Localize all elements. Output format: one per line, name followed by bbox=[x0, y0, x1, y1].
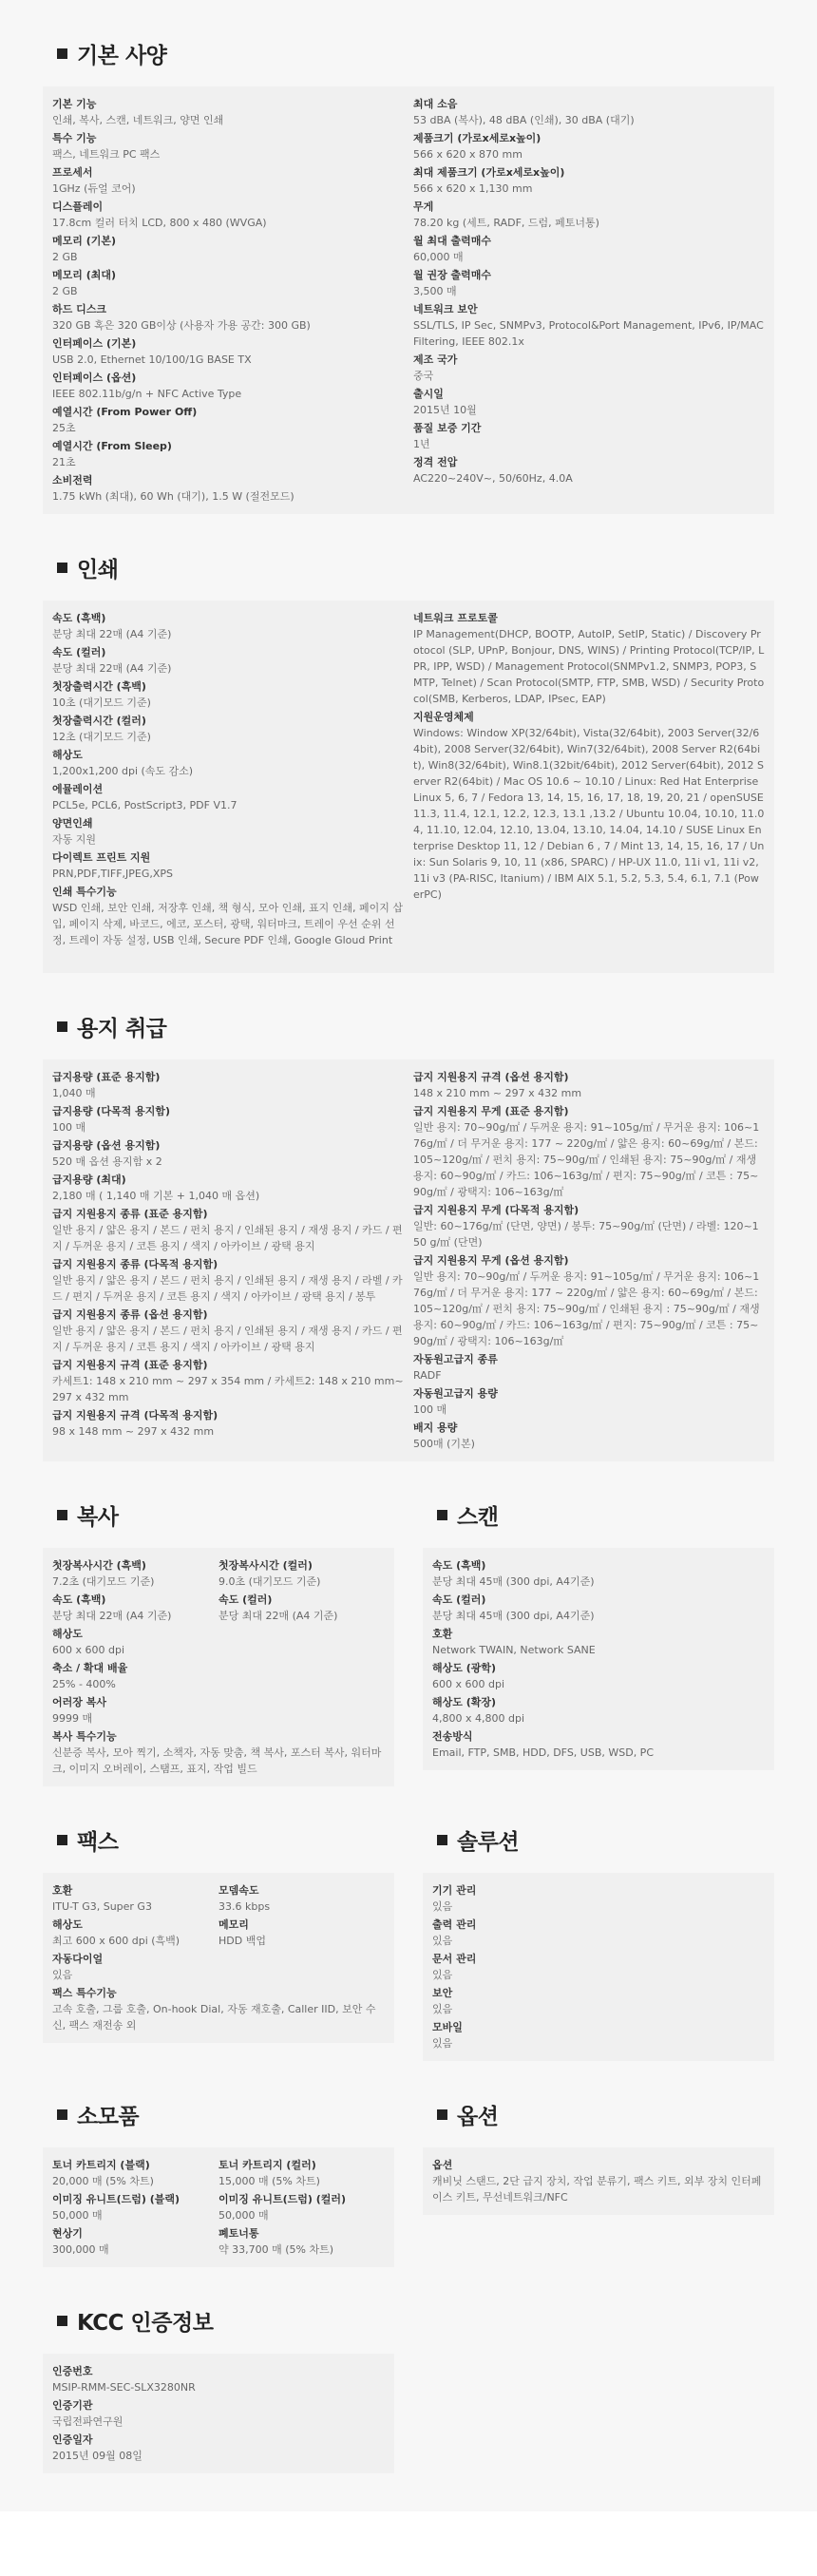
spec-value: 1.75 kWh (최대), 60 Wh (대기), 1.5 W (절전모드) bbox=[52, 490, 294, 503]
spec-column-left bbox=[52, 1067, 404, 1452]
square-bullet-icon bbox=[437, 1510, 447, 1520]
spec-label: 급지용량 (표준 용지함) bbox=[52, 1071, 161, 1083]
spec-value: 2015년 09월 08일 bbox=[52, 2450, 142, 2462]
spec-value: 있음 bbox=[432, 2003, 453, 2015]
spec-label: 이미징 유니트(드럼) (블랙) bbox=[52, 2193, 180, 2205]
spec-value: AC220~240V~, 50/60Hz, 4.0A bbox=[413, 472, 573, 485]
spec-label: 토너 카트리지 (블랙) bbox=[52, 2159, 150, 2171]
spec-value: RADF bbox=[413, 1369, 442, 1382]
spec-value: 9999 매 bbox=[52, 1712, 93, 1725]
spec-list bbox=[52, 1951, 385, 2033]
spec-value: USB 2.0, Ethernet 10/100/1G BASE TX bbox=[52, 353, 252, 366]
spec-value: 캐비닛 스탠드, 2단 급지 장치, 작업 분류기, 팩스 키트, 외부 장치 인터페이스 키트, 무선네트워크/NFC bbox=[432, 2175, 762, 2204]
spec-column-left bbox=[52, 608, 404, 948]
spec-value: 9.0초 (대기모드 기준) bbox=[218, 1575, 321, 1588]
row-fax-solution bbox=[43, 1824, 774, 2061]
spec-pair-cell bbox=[52, 1555, 218, 1590]
spec-label: 네트워크 프로토콜 bbox=[413, 612, 498, 624]
spec-column-right bbox=[413, 94, 765, 505]
spec-label: 속도 (컬러) bbox=[432, 1593, 486, 1606]
section-supplies bbox=[43, 2099, 394, 2267]
spec-value: 일반 용지: 70~90g/㎡ / 두꺼운 용지: 91~105g/㎡ / 무거운 용지: 106~176g/㎡ / 더 무거운 용지: 177 ~ 220g/㎡ / 얇은 용지: 60~69g/㎡ / 본드: 105~120g/㎡ / 펀치 용지: 75~90g/㎡ / 인쇄된 용지 : 75~90g/㎡ / 재생 용지: 60~90g/㎡ / 카드: 106~163g/㎡ / 편지: 75~90g/㎡ / 코튼 : 75~90g/㎡ / 광택지: 106~163g/㎡ bbox=[413, 1270, 760, 1347]
spec-value: 일반: 60~176g/㎡ (단면, 양면) / 봉투: 75~90g/㎡ (단면) / 라벨: 120~150 g/㎡ (단면) bbox=[413, 1220, 759, 1249]
spec-label: 복사 특수기능 bbox=[52, 1730, 117, 1743]
spec-label: 인터페이스 (옵션) bbox=[52, 372, 137, 384]
spec-value: 있음 bbox=[432, 2037, 453, 2050]
section-title-paper: 용지 취급 bbox=[57, 1011, 774, 1042]
section-title-kcc: KCC 인증정보 bbox=[57, 2305, 394, 2337]
spec-list bbox=[52, 2363, 385, 2464]
spec-label: 기본 기능 bbox=[52, 98, 97, 110]
spec-label: 소비전력 bbox=[52, 474, 93, 487]
square-bullet-icon bbox=[57, 2109, 67, 2120]
spec-label: 호환 bbox=[52, 1884, 73, 1897]
spec-value: 15,000 매 (5% 차트) bbox=[218, 2175, 320, 2187]
spec-pair-cell bbox=[52, 2189, 218, 2223]
spec-value: 2015년 10월 bbox=[413, 404, 477, 416]
spec-label: 디스플레이 bbox=[52, 200, 104, 213]
spec-value: 분당 최대 22매 (A4 기준) bbox=[52, 1610, 172, 1622]
spec-label: 예열시간 (From Power Off) bbox=[52, 406, 198, 418]
spec-label: 해상도 bbox=[52, 1628, 83, 1640]
spec-list bbox=[432, 2157, 765, 2205]
spec-label: 속도 (흑백) bbox=[432, 1559, 486, 1572]
spec-label: 급지 지원용지 규격 (표준 용지함) bbox=[52, 1359, 208, 1371]
spec-value: 78.20 kg (세트, RADF, 드럼, 페토너통) bbox=[413, 217, 599, 229]
spec-label: 인증번호 bbox=[52, 2365, 93, 2377]
section-title-supplies: 소모품 bbox=[57, 2099, 394, 2130]
spec-label: 호환 bbox=[432, 1628, 453, 1640]
spec-value: 566 x 620 x 870 mm bbox=[413, 148, 522, 161]
spec-pair-row bbox=[52, 1590, 385, 1624]
spec-pair-row bbox=[52, 1555, 385, 1590]
spec-label: 자동원고급지 용량 bbox=[413, 1387, 498, 1400]
spec-value: 2,180 매 ( 1,140 매 기본 + 1,040 매 옵션) bbox=[52, 1190, 260, 1202]
spec-label: 속도 (컬러) bbox=[52, 646, 106, 658]
spec-value: SSL/TLS, IP Sec, SNMPv3, Protocol&Port Management, IPv6, IP/MAC Filtering, IEEE 802.1x bbox=[413, 319, 764, 348]
spec-value: 분당 최대 45매 (300 dpi, A4기준) bbox=[432, 1610, 595, 1622]
spec-label: 첫장복사시간 (흑백) bbox=[52, 1559, 146, 1572]
section-title-print: 인쇄 bbox=[57, 552, 774, 583]
spec-value: 2 GB bbox=[52, 285, 78, 297]
spec-value: 분당 최대 22매 (A4 기준) bbox=[52, 628, 172, 640]
spec-pair-row bbox=[52, 1915, 385, 1949]
spec-list bbox=[52, 1626, 385, 1777]
spec-label: 하드 디스크 bbox=[52, 303, 106, 315]
spec-label: 인터페이스 (기본) bbox=[52, 337, 137, 350]
spec-value: 있음 bbox=[432, 1935, 453, 1947]
row-copy-scan bbox=[43, 1499, 774, 1786]
spec-box bbox=[43, 86, 774, 514]
section-title-solution: 솔루션 bbox=[437, 1824, 774, 1856]
spec-pair-cell bbox=[218, 2155, 385, 2189]
spec-pairs bbox=[52, 2155, 385, 2258]
spec-label: 출력 관리 bbox=[432, 1918, 477, 1931]
spec-pairs bbox=[52, 1555, 385, 1624]
spec-pair-cell bbox=[218, 1915, 385, 1949]
spec-box bbox=[423, 2147, 774, 2215]
spec-pair-cell bbox=[218, 2189, 385, 2223]
spec-label: 에뮬레이션 bbox=[52, 783, 104, 795]
spec-label: 최대 제품크기 (가로x세로x높이) bbox=[413, 166, 565, 179]
spec-value: 300,000 매 bbox=[52, 2243, 109, 2256]
spec-label: 문서 관리 bbox=[432, 1953, 477, 1965]
section-title-options: 옵션 bbox=[437, 2099, 774, 2130]
spec-value: 98 x 148 mm ~ 297 x 432 mm bbox=[52, 1425, 215, 1438]
spec-value: 1,040 매 bbox=[52, 1087, 96, 1099]
spec-value: IEEE 802.11b/g/n + NFC Active Type bbox=[52, 388, 242, 400]
spec-label: 급지 지원용지 종류 (표준 용지함) bbox=[52, 1208, 208, 1220]
spec-box bbox=[43, 1548, 394, 1786]
spec-value: 자동 지원 bbox=[52, 833, 97, 846]
spec-value: 600 x 600 dpi bbox=[432, 1678, 505, 1690]
spec-label: 양면인쇄 bbox=[52, 817, 93, 830]
spec-value: 520 매 옵션 용지함 x 2 bbox=[52, 1155, 162, 1168]
spec-label: 급지 지원용지 종류 (다목적 용지함) bbox=[52, 1258, 218, 1270]
spec-value: 있음 bbox=[432, 1969, 453, 1981]
spec-list bbox=[432, 1882, 765, 2051]
spec-label: 지원운영체제 bbox=[413, 711, 474, 723]
spec-value: Windows: Window XP(32/64bit), Vista(32/64bit), 2003 Server(32/64bit), 2008 Server(32/64bit), Win7(32/64bit), 2008 Server R2(64bit), Win8(32/64bit), Win8.1(32bit/64bit), 2012 Server(64bit), 2012 Server R2(64bit) / Mac OS 10.6 ~ 10.10 / Linux: Red Hat Enterprise Linux 5, 6, 7 / Fedora 13, 14, 15, 16, 17, 18, 19, 20, 21 / openSUSE 11.3, 11.4, 12.1, 12.2, 12.3, 13.1 ,13.2 / Ubuntu 10.04, 10.10, 11.04, 11.10, 12.04, 12.10, 13.04, 13.10, 14.04, 14.10 / SUSE Linux Enterprise Desktop 11, 12 / Debian 6 , 7 / Mint 13, 14, 15, 16, 17 / Unix: Sun Solaris 9, 10, 11 (x86, SPARC) / HP-UX 11.0, 11i v1, 11i v2, 11i v3 (PA-RISC, Itanium) / IBM AIX 5.1, 5.2, 5.3, 5.4, 6.1, 7.1 (PowerPC) bbox=[413, 727, 765, 901]
spec-value: Email, FTP, SMB, HDD, DFS, USB, WSD, PC bbox=[432, 1746, 654, 1759]
spec-label: 급지 지원용지 규격 (옵션 용지함) bbox=[413, 1071, 569, 1083]
spec-label: 품질 보증 기간 bbox=[413, 422, 482, 434]
spec-value: 148 x 210 mm ~ 297 x 432 mm bbox=[413, 1087, 582, 1099]
spec-value: 7.2초 (대기모드 기준) bbox=[52, 1575, 155, 1588]
spec-value: Network TWAIN, Network SANE bbox=[432, 1644, 596, 1656]
spec-value: 100 매 bbox=[413, 1403, 447, 1416]
spec-label: 제조 국가 bbox=[413, 353, 458, 366]
spec-label: 제품크기 (가로x세로x높이) bbox=[413, 132, 542, 144]
spec-value: 17.8cm 컬러 터치 LCD, 800 x 480 (WVGA) bbox=[52, 217, 267, 229]
spec-label: 다이렉트 프린트 지원 bbox=[52, 851, 151, 864]
spec-pair-cell bbox=[52, 1880, 218, 1915]
section-scan bbox=[423, 1499, 774, 1786]
spec-label: 해상도 bbox=[52, 1918, 83, 1931]
spec-pairs bbox=[52, 1880, 385, 1949]
spec-value: 있음 bbox=[432, 1900, 453, 1913]
spec-value: 21초 bbox=[52, 456, 76, 468]
spec-value: 신분증 복사, 모아 찍기, 소책자, 자동 맞춤, 책 복사, 포스터 복사, 워터마크, 이미지 오버레이, 스탬프, 표지, 작업 빌드 bbox=[52, 1746, 382, 1775]
spec-label: 급지 지원용지 무게 (표준 용지함) bbox=[413, 1105, 569, 1117]
spec-value: IP Management(DHCP, BOOTP, AutoIP, SetIP, Static) / Discovery Protocol (SLP, UPnP, Bonjour, DNS, WINS) / Printing Protocol(TCP/IP, LPR, IPP, WSD) / Management Protocol(SNMPv1.2, SNMP3, POP3, SMTP, Telnet) / Scan Protocol(SMTP, FTP, SMB, WSD) / Security Protocol(SMB, Kerberos, LDAP, IPsec, EAP) bbox=[413, 628, 765, 705]
spec-label: 급지 지원용지 규격 (다목적 용지함) bbox=[52, 1409, 218, 1422]
spec-value: ITU-T G3, Super G3 bbox=[52, 1900, 152, 1913]
spec-label: 폐토너통 bbox=[218, 2227, 259, 2240]
spec-box bbox=[43, 1059, 774, 1461]
section-fax bbox=[43, 1824, 394, 2061]
square-bullet-icon bbox=[57, 1021, 67, 1032]
spec-label: 전송방식 bbox=[432, 1730, 473, 1743]
section-paper bbox=[43, 1011, 774, 1461]
spec-value: 중국 bbox=[413, 370, 434, 382]
spec-label: 옵션 bbox=[432, 2159, 453, 2171]
spec-value: PRN,PDF,TIFF,JPEG,XPS bbox=[52, 868, 174, 880]
spec-label: 메모리 bbox=[218, 1918, 249, 1931]
spec-label: 모바일 bbox=[432, 2021, 463, 2033]
spec-pair-cell bbox=[218, 1880, 385, 1915]
section-copy bbox=[43, 1499, 394, 1786]
square-bullet-icon bbox=[57, 2316, 67, 2326]
spec-label: 해상도 bbox=[52, 749, 83, 761]
spec-label: 축소 / 확대 배율 bbox=[52, 1662, 128, 1674]
spec-value: 카세트1: 148 x 210 mm ~ 297 x 354 mm / 카세트2: 148 x 210 mm~ 297 x 432 mm bbox=[52, 1375, 404, 1403]
spec-value: 25% - 400% bbox=[52, 1678, 116, 1690]
spec-box bbox=[43, 1873, 394, 2043]
spec-pair-row bbox=[52, 2155, 385, 2189]
spec-label: 현상기 bbox=[52, 2227, 83, 2240]
spec-pair-cell bbox=[218, 1555, 385, 1590]
spec-column-left bbox=[52, 94, 404, 505]
spec-label: 정격 전압 bbox=[413, 456, 458, 468]
spec-value: 일반 용지: 70~90g/㎡ / 두꺼운 용지: 91~105g/㎡ / 무거운 용지: 106~176g/㎡ / 더 무거운 용지: 177 ~ 220g/㎡ / 얇은 용지: 60~69g/㎡ / 본드: 105~120g/㎡ / 펀치 용지: 75~90g/㎡ / 인쇄된 용지: 75~90g/㎡ / 재생 용지: 60~90g/㎡ / 카드: 106~163g/㎡ / 편지: 75~90g/㎡ / 코튼 : 75~90g/㎡ / 광택지: 106~163g/㎡ bbox=[413, 1121, 760, 1198]
spec-label: 특수 기능 bbox=[52, 132, 97, 144]
spec-value: 600 x 600 dpi bbox=[52, 1644, 125, 1656]
spec-label: 급지 지원용지 무게 (다목적 용지함) bbox=[413, 1204, 580, 1216]
spec-label: 급지용량 (다목적 용지함) bbox=[52, 1105, 170, 1117]
spec-value: 566 x 620 x 1,130 mm bbox=[413, 182, 533, 195]
spec-value: 3,500 매 bbox=[413, 285, 457, 297]
spec-label: 급지용량 (최대) bbox=[52, 1174, 126, 1186]
spec-pair-row bbox=[52, 1880, 385, 1915]
spec-label: 프로세서 bbox=[52, 166, 93, 179]
spec-box bbox=[423, 1548, 774, 1770]
spec-pair-cell bbox=[218, 1590, 385, 1624]
section-title-scan: 스캔 bbox=[437, 1499, 774, 1531]
spec-list bbox=[432, 1557, 765, 1761]
spec-label: 해상도 (광학) bbox=[432, 1662, 497, 1674]
spec-value: HDD 백업 bbox=[218, 1935, 266, 1947]
spec-pair-cell bbox=[218, 2223, 385, 2258]
spec-value: 60,000 매 bbox=[413, 251, 464, 263]
spec-value: 320 GB 혹은 320 GB이상 (사용자 가용 공간: 300 GB) bbox=[52, 319, 311, 332]
spec-value: 4,800 x 4,800 dpi bbox=[432, 1712, 525, 1725]
spec-value: 25초 bbox=[52, 422, 76, 434]
spec-label: 예열시간 (From Sleep) bbox=[52, 440, 172, 452]
spec-value: 일반 용지 / 얇은 용지 / 본드 / 펀치 용지 / 인쇄된 용지 / 재생 용지 / 카드 / 편지 / 두꺼운 용지 / 코튼 용지 / 색지 / 아카이브 / 광택 용지 bbox=[52, 1224, 403, 1252]
spec-value: 최고 600 x 600 dpi (흑백) bbox=[52, 1935, 180, 1947]
spec-value: 일반 용지 / 얇은 용지 / 본드 / 펀치 용지 / 인쇄된 용지 / 재생 용지 / 라벨 / 카드 / 편지 / 두꺼운 용지 / 코튼 용지 / 색지 / 아카이브 / 광택 용지 / 봉투 bbox=[52, 1274, 403, 1303]
spec-value: 분당 최대 22매 (A4 기준) bbox=[52, 662, 172, 675]
spec-value: 분당 최대 45매 (300 dpi, A4기준) bbox=[432, 1575, 595, 1588]
spec-label: 기기 관리 bbox=[432, 1884, 477, 1897]
spec-pair-row bbox=[52, 2223, 385, 2258]
spec-label: 인증일자 bbox=[52, 2433, 93, 2446]
spec-label: 메모리 (최대) bbox=[52, 269, 117, 281]
spec-value: 20,000 매 (5% 차트) bbox=[52, 2175, 154, 2187]
spec-value: WSD 인쇄, 보안 인쇄, 저장후 인쇄, 책 형식, 모아 인쇄, 표지 인쇄, 페이지 삽입, 페이지 삭제, 바코드, 에코, 포스터, 광택, 워터마크, 트레이 우선 순위 선정, 트레이 자동 설정, USB 인쇄, Secure PDF 인쇄, Google Gloud Print bbox=[52, 902, 404, 946]
spec-value: 분당 최대 22매 (A4 기준) bbox=[218, 1610, 338, 1622]
spec-label: 속도 (흑백) bbox=[52, 612, 106, 624]
spec-label: 급지 지원용지 종류 (옵션 용지함) bbox=[52, 1308, 208, 1321]
spec-label: 팩스 특수기능 bbox=[52, 1987, 117, 1999]
spec-value: 약 33,700 매 (5% 차트) bbox=[218, 2243, 334, 2256]
square-bullet-icon bbox=[437, 1835, 447, 1845]
spec-value: 고속 호출, 그룹 호출, On-hook Dial, 자동 재호출, Caller IID, 보안 수신, 팩스 재전송 외 bbox=[52, 2003, 376, 2032]
spec-value: 50,000 매 bbox=[52, 2209, 103, 2222]
row-supplies-options bbox=[43, 2099, 774, 2267]
section-basic bbox=[43, 38, 774, 514]
spec-label: 어러장 복사 bbox=[52, 1696, 106, 1708]
spec-value: 인쇄, 복사, 스캔, 네트워크, 양면 인쇄 bbox=[52, 114, 224, 126]
square-bullet-icon bbox=[437, 2109, 447, 2120]
spec-value: 500매 (기본) bbox=[413, 1438, 475, 1450]
spec-label: 인증기관 bbox=[52, 2399, 93, 2412]
spec-label: 인쇄 특수기능 bbox=[52, 886, 117, 898]
spec-value: 1년 bbox=[413, 438, 430, 450]
spec-box bbox=[43, 2147, 394, 2267]
spec-value: 10초 (대기모드 기준) bbox=[52, 696, 151, 709]
spec-pair-cell bbox=[52, 1590, 218, 1624]
section-title-copy: 복사 bbox=[57, 1499, 394, 1531]
spec-label: 출시일 bbox=[413, 388, 444, 400]
spec-value: MSIP-RMM-SEC-SLX3280NR bbox=[52, 2381, 196, 2394]
spec-value: 2 GB bbox=[52, 251, 78, 263]
section-title-basic: 기본 사양 bbox=[57, 38, 774, 69]
spec-value: 53 dBA (복사), 48 dBA (인쇄), 30 dBA (대기) bbox=[413, 114, 635, 126]
spec-value: 50,000 매 bbox=[218, 2209, 269, 2222]
row-kcc bbox=[43, 2305, 774, 2473]
spec-label: 메모리 (기본) bbox=[52, 235, 117, 247]
spec-label: 무게 bbox=[413, 200, 434, 213]
spec-label: 월 권장 출력매수 bbox=[413, 269, 492, 281]
spec-label: 배지 용량 bbox=[413, 1422, 458, 1434]
spec-value: 국립전파연구원 bbox=[52, 2415, 124, 2428]
spec-value: 33.6 kbps bbox=[218, 1900, 271, 1913]
spec-box bbox=[43, 2354, 394, 2473]
spec-label: 네트워크 보안 bbox=[413, 303, 478, 315]
section-kcc bbox=[43, 2305, 394, 2473]
spec-box bbox=[423, 1873, 774, 2061]
spec-pair-cell bbox=[52, 1915, 218, 1949]
spec-value: 12초 (대기모드 기준) bbox=[52, 731, 151, 743]
spec-value: 있음 bbox=[52, 1969, 73, 1981]
square-bullet-icon bbox=[57, 563, 67, 573]
spec-box bbox=[43, 601, 774, 973]
spec-value: 일반 용지 / 얇은 용지 / 본드 / 펀치 용지 / 인쇄된 용지 / 재생 용지 / 카드 / 편지 / 두꺼운 용지 / 코튼 용지 / 색지 / 아카이브 / 광택 용지 bbox=[52, 1325, 403, 1353]
spec-value: 1,200x1,200 dpi (속도 감소) bbox=[52, 765, 194, 777]
square-bullet-icon bbox=[57, 48, 67, 59]
spec-label: 보안 bbox=[432, 1987, 453, 1999]
square-bullet-icon bbox=[57, 1510, 67, 1520]
spec-label: 속도 (흑백) bbox=[52, 1593, 106, 1606]
spec-label: 최대 소음 bbox=[413, 98, 458, 110]
spec-label: 첫장출력시간 (흑백) bbox=[52, 680, 146, 693]
section-title-fax: 팩스 bbox=[57, 1824, 394, 1856]
spec-label: 해상도 (확장) bbox=[432, 1696, 497, 1708]
spec-pair-cell bbox=[52, 2223, 218, 2258]
spec-label: 급지 지원용지 무게 (옵션 용지함) bbox=[413, 1254, 569, 1267]
spec-pair-row bbox=[52, 2189, 385, 2223]
spec-label: 첫장복사시간 (컬러) bbox=[218, 1559, 313, 1572]
section-options bbox=[423, 2099, 774, 2267]
spec-pair-cell bbox=[52, 2155, 218, 2189]
spec-value: 1GHz (듀얼 코어) bbox=[52, 182, 136, 195]
spec-label: 급지용량 (옵션 용지함) bbox=[52, 1139, 161, 1152]
spec-label: 이미징 유니트(드럼) (컬러) bbox=[218, 2193, 347, 2205]
spec-column-right bbox=[413, 608, 765, 948]
spec-value: 100 매 bbox=[52, 1121, 86, 1134]
square-bullet-icon bbox=[57, 1835, 67, 1845]
spec-label: 모뎀속도 bbox=[218, 1884, 259, 1897]
spec-value: 팩스, 네트워크 PC 팩스 bbox=[52, 148, 161, 161]
spec-value: PCL5e, PCL6, PostScript3, PDF V1.7 bbox=[52, 799, 238, 811]
section-print bbox=[43, 552, 774, 973]
spec-label: 자동다이얼 bbox=[52, 1953, 104, 1965]
spec-column-right bbox=[413, 1067, 765, 1452]
spec-label: 속도 (컬러) bbox=[218, 1593, 273, 1606]
spec-label: 월 최대 출력매수 bbox=[413, 235, 492, 247]
spec-label: 자동원고급지 종류 bbox=[413, 1353, 498, 1365]
spec-label: 첫장출력시간 (컬러) bbox=[52, 715, 146, 727]
spec-label: 토너 카트리지 (컬러) bbox=[218, 2159, 316, 2171]
section-solution bbox=[423, 1824, 774, 2061]
